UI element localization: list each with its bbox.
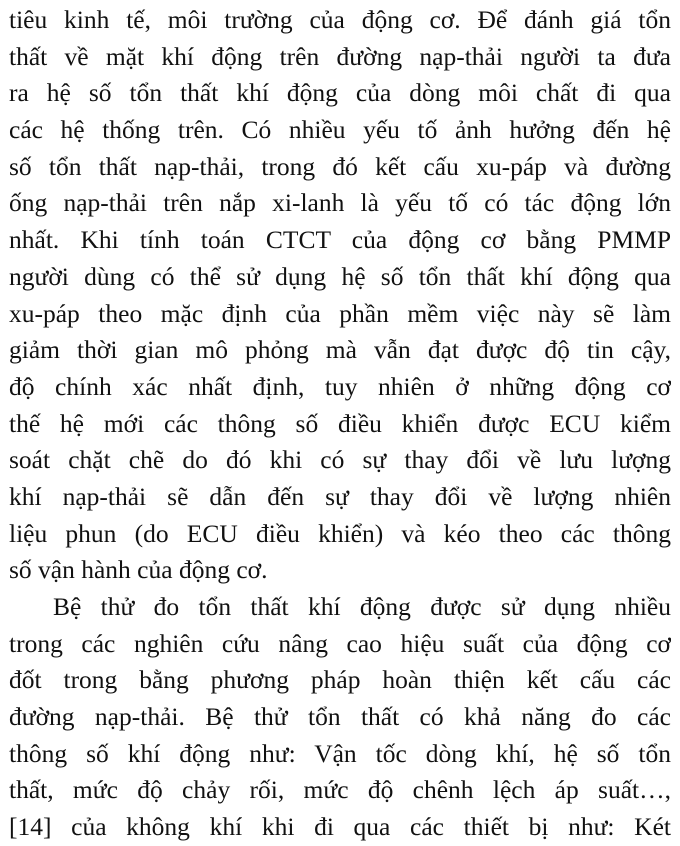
text-line: soát chặt chẽ do đó khi có sự thay đổi về lưu lượng xyxy=(9,445,671,475)
text-line: thế hệ mới các thông số điều khiển được ECU kiểm xyxy=(9,408,671,438)
text-line: xu-páp theo mặc định của phần mềm việc này sẽ làm xyxy=(9,298,671,328)
text-line: thất, mức độ chảy rối, mức độ chênh lệch áp suất…, xyxy=(9,775,671,805)
paragraph-2 xyxy=(9,589,671,846)
text-line: nhất. Khi tính toán CTCT của động cơ bằng PMMP xyxy=(9,225,671,255)
text-line: số tổn thất nạp-thải, trong đó kết cấu xu-páp và đường xyxy=(9,151,671,181)
text-line: liệu phun (do ECU điều khiển) và kéo theo các thông xyxy=(9,518,671,548)
text-line: trong các nghiên cứu nâng cao hiệu suất của động cơ xyxy=(9,628,671,658)
text-line: độ chính xác nhất định, tuy nhiên ở những động cơ xyxy=(9,371,671,401)
text-line: đốt trong bằng phương pháp hoàn thiện kết cấu các xyxy=(9,665,671,695)
text-line-indented: Bệ thử đo tổn thất khí động được sử dụng nhiều xyxy=(53,592,671,621)
text-line: ra hệ số tổn thất khí động của dòng môi chất đi qua xyxy=(9,78,671,108)
text-line: [14] của không khí khi đi qua các thiết bị như: Két xyxy=(9,812,671,842)
text-line: thông số khí động như: Vận tốc dòng khí, hệ số tổn xyxy=(9,738,671,768)
document-page xyxy=(9,2,671,846)
text-line: giảm thời gian mô phỏng mà vẫn đạt được độ tin cậy, xyxy=(9,335,671,365)
text-line: tiêu kinh tế, môi trường của động cơ. Để đánh giá tổn xyxy=(9,5,671,34)
text-line: người dùng có thể sử dụng hệ số tổn thất khí động qua xyxy=(9,261,671,291)
text-line: các hệ thống trên. Có nhiều yếu tố ảnh hưởng đến hệ xyxy=(9,115,671,145)
paragraph-1 xyxy=(9,2,671,589)
text-line: đường nạp-thải. Bệ thử tổn thất có khả năng đo các xyxy=(9,702,671,732)
text-line: ống nạp-thải trên nắp xi-lanh là yếu tố có tác động lớn xyxy=(9,188,671,218)
text-line: khí nạp-thải sẽ dẫn đến sự thay đổi về lượng nhiên xyxy=(9,481,671,511)
text-line-last: số vận hành của động cơ. xyxy=(9,555,268,585)
text-line: thất về mặt khí động trên đường nạp-thải người ta đưa xyxy=(9,41,671,71)
